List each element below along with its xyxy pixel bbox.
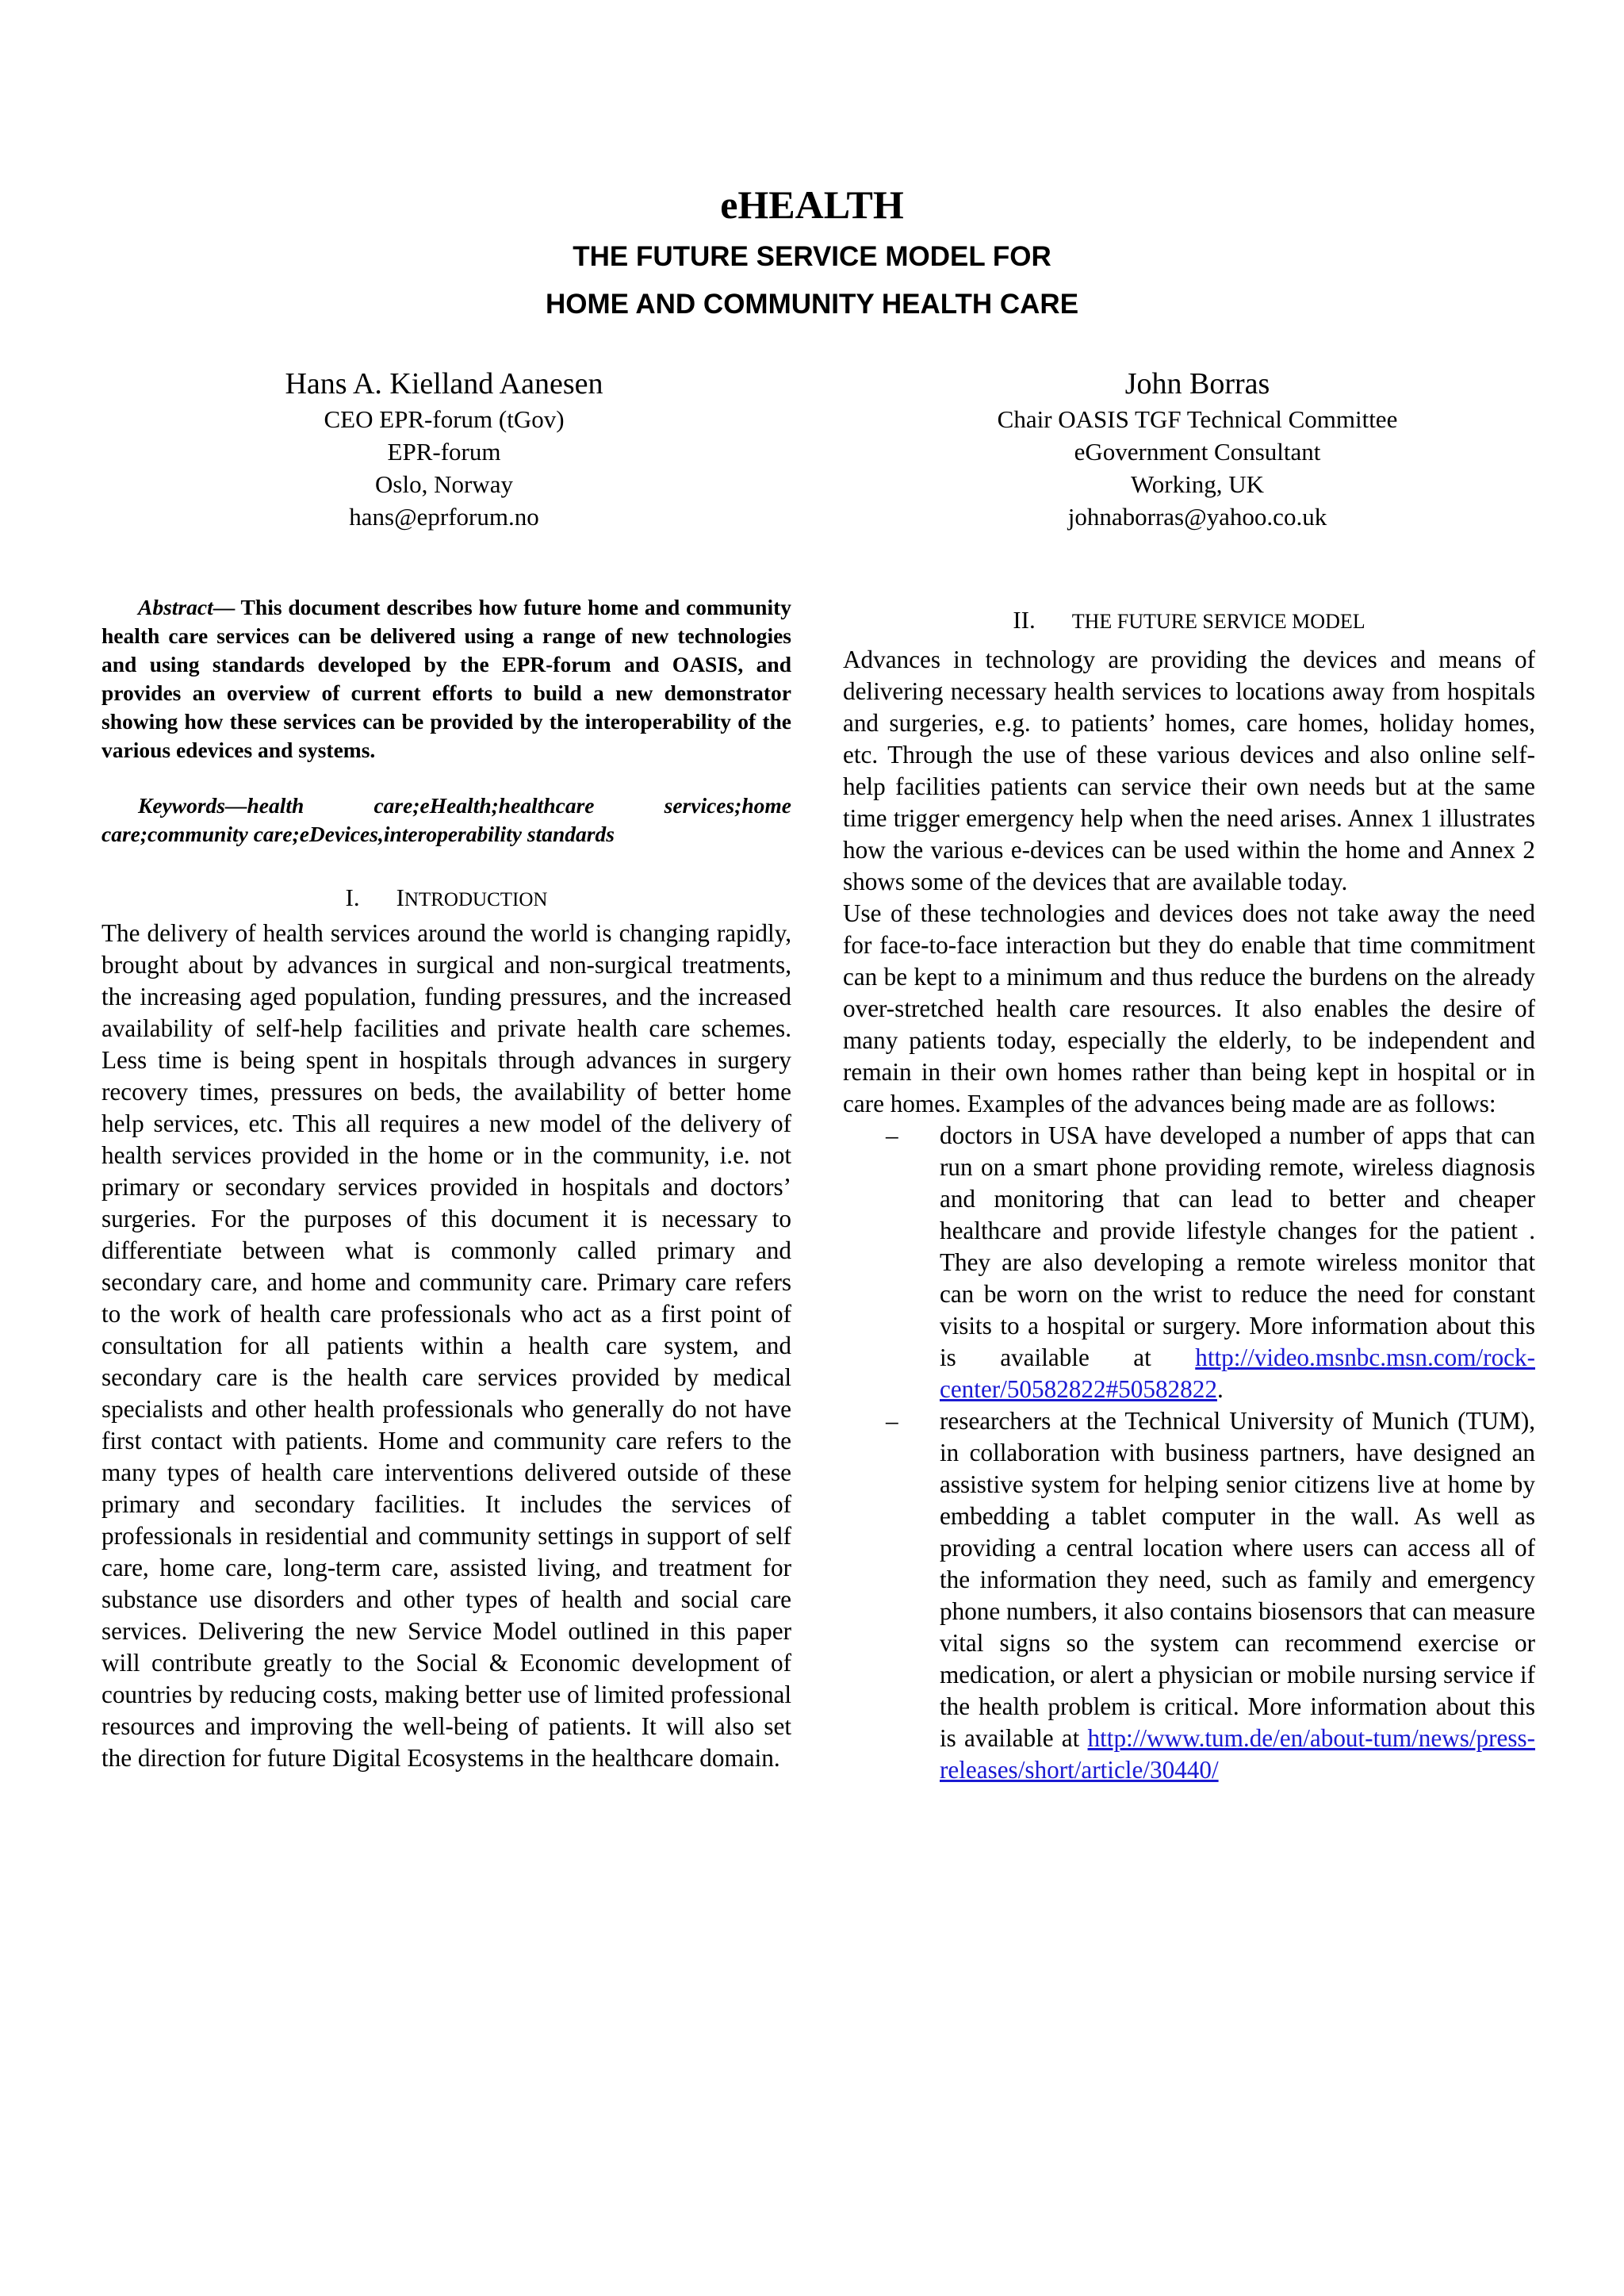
left-column bbox=[102, 593, 791, 1774]
list-item-trailing: . bbox=[1216, 1375, 1224, 1403]
abstract-dash: — bbox=[213, 595, 236, 619]
author-organization: eGovernment Consultant bbox=[1074, 438, 1321, 466]
author-block-1 bbox=[270, 365, 619, 533]
dash-bullet: – bbox=[886, 1407, 898, 1435]
introduction-paragraph: The delivery of health services around the world is changing rapidly, brought about by advances in surgical and non-surgical treatments, the increasing aged population, funding pressures, and the increased availability of self-help facilities and private health care schemes. Less time is being spent in hospitals through advances in surgery recovery times, pressures on beds, the availability of better home help services, etc. This all requires a new model of the delivery of health services provided in the home or in the community, i.e. not primary or secondary services provided in hospitals and doctors’ surgeries. For the purposes of this document it is necessary to differentiate between what is commonly called primary and secondary care, and home and community care. Primary care refers to the work of health care professionals who act as a first point of consultation for all patients within a health care system, and secondary care is the health care services provided by medical specialists and other health professionals who generally do not have first contact with patients. Home and community care refers to the many types of health care interventions delivered outside of these primary and secondary facilities. It includes the services of professionals in residential and community settings in support of self care, home care, long-term care, assisted living, and treatment for substance use disorders and other types of health and social care services. Delivering the new Service Model outlined in this paper will contribute greatly to the Social & Economic development of countries by reducing costs, making better use of limited professional resources and improving the well-being of patients. It will also set the direction for future Digital Ecosystems in the healthcare domain. bbox=[102, 919, 791, 1772]
abstract bbox=[102, 593, 791, 765]
abstract-text: This document describes how future home and community health care services can be delivered using a range of new technologies and using standards developed by the EPR-forum and OASIS, and provides an overview of current efforts to build a new demonstrator showing how these services can be provided by the interoperability of the various edevices and systems. bbox=[102, 595, 791, 762]
paper-title: eHEALTH bbox=[720, 182, 904, 227]
section-number: II. bbox=[1013, 606, 1036, 634]
author-role: CEO EPR-forum (tGov) bbox=[324, 405, 565, 433]
right-column bbox=[843, 593, 1535, 1786]
section-heading-introduction bbox=[102, 882, 791, 916]
list-item bbox=[886, 1120, 1535, 1405]
author-location: Oslo, Norway bbox=[375, 470, 513, 498]
list-item-text: researchers at the Technical University of Munich (TUM), in collaboration with business partners, have designed an assistive system for helping senior citizens live at home by embedding a tablet computer in the wall. As well as providing a central location where users can access all of the information they need, such as family and emergency phone numbers, it also contains biosensors that can measure vital signs so the system can recommend exercise or medication, or alert a physician or mobile nursing service if the health problem is critical. More information about this is available at bbox=[940, 1407, 1535, 1752]
section-title-rest: NTRODUCTION bbox=[404, 889, 548, 910]
author-block-2 bbox=[936, 365, 1459, 533]
author-name: Hans A. Kielland Aanesen bbox=[285, 367, 603, 401]
section-heading-future-service-model bbox=[843, 604, 1535, 638]
author-location: Working, UK bbox=[1131, 470, 1264, 498]
msnbc-video-link[interactable]: http://video.msnbc.msn.com/rock-center/50582822#50582822 bbox=[940, 1343, 1535, 1403]
author-email: hans@eprforum.no bbox=[349, 503, 539, 531]
tum-press-release-link[interactable]: http://www.tum.de/en/about-tum/news/press-releases/short/article/30440/ bbox=[940, 1724, 1535, 1784]
list-item bbox=[886, 1405, 1535, 1786]
author-email: johnaborras@yahoo.co.uk bbox=[1067, 503, 1327, 531]
dash-bullet: – bbox=[886, 1121, 898, 1149]
paper-title-block bbox=[0, 176, 1624, 328]
author-role: Chair OASIS TGF Technical Committee bbox=[997, 405, 1398, 433]
future-model-paragraph-1: Advances in technology are providing the devices and means of delivering necessary health services to locations away from hospitals and surgeries, e.g. to patients’ homes, care homes, holiday homes, etc. Through the use of these various devices and also online self-help facilities patients can service their own needs but at the same time trigger emergency help when the need arises. Annex 1 illustrates how the various e-devices can be used within the home and Annex 2 shows some of the devices that are available today. bbox=[843, 646, 1535, 895]
paper-subtitle-line-1: THE FUTURE SERVICE MODEL FOR bbox=[573, 241, 1051, 272]
author-organization: EPR-forum bbox=[387, 438, 501, 466]
abstract-lead: Abstract bbox=[138, 595, 213, 619]
examples-list bbox=[843, 1120, 1535, 1786]
section-number: I. bbox=[345, 884, 360, 911]
section-title: THE FUTURE SERVICE MODEL bbox=[1071, 610, 1365, 633]
future-model-paragraph-2: Use of these technologies and devices does not take away the need for face-to-face interaction but they do enable that time commitment can be kept to a minimum and thus reduce the burdens on the already over-stretched health care resources. It also enables the desire of many patients today, especially the elderly, to be independent and remain in their own homes rather than being kept in hospital or in care homes. Examples of the advances being made are as follows: bbox=[843, 899, 1535, 1117]
keywords: Keywords—health care;eHealth;healthcare services;home care;community care;eDevices,interoperability standards bbox=[102, 793, 791, 846]
paper-subtitle-line-2: HOME AND COMMUNITY HEALTH CARE bbox=[545, 289, 1079, 320]
list-item-text: doctors in USA have developed a number of apps that can run on a smart phone providing remote, wireless diagnosis and monitoring that can lead to better and cheaper healthcare and provide lifestyle changes for the patient . They are also developing a remote wireless monitor that can be worn on the wrist to reduce the need for constant visits to a hospital or surgery. More information about this is available at bbox=[940, 1121, 1535, 1371]
section-title-initial: I bbox=[396, 884, 404, 911]
author-name: John Borras bbox=[1124, 367, 1270, 401]
